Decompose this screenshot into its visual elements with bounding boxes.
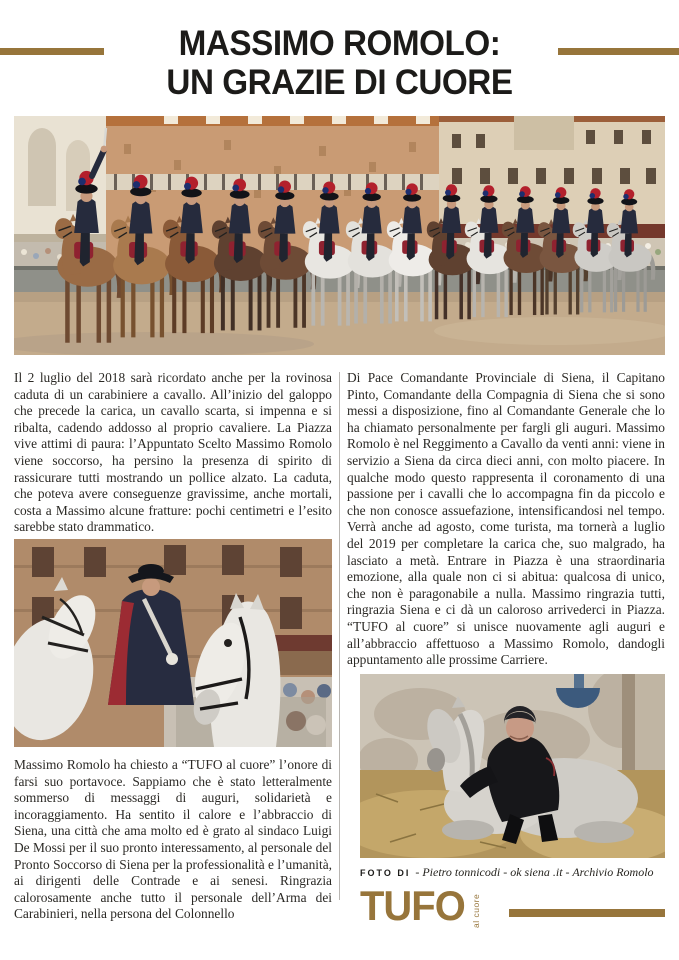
page-title-line1: MASSIMO ROMOLO: <box>178 24 501 63</box>
footer-rule <box>509 909 665 917</box>
right-column <box>347 370 665 928</box>
photo-credit <box>360 865 665 880</box>
left-paragraph-1: Il 2 luglio del 2018 sarà ricordato anche per la rovinosa caduta di un carabiniere a cavallo. All’inizio del galoppo che precede la carica, un cavallo scarta, si impenna e si ribalta, cadendo addosso al proprio cavaliere. La Piazza vive attimi di paura: l’Appuntato Scelto Massimo Romolo viene soccorso, ha persino la presenza di spirito di rassicurare tutti mostrando un pollice alzato. La caduta, che poteva avere conseguenze gravissime, anche mortali, costa a Massimo alcune fratture: pochi centimetri e l’esito sarebbe stato drammatico. <box>14 370 332 535</box>
page-title-line2: UN GRAZIE DI CUORE <box>166 63 513 102</box>
photo-credit-text: - Pietro tonnicodi - ok siena .it - Archivio Romolo <box>415 864 654 879</box>
footer-logo-row <box>360 881 665 929</box>
article-columns <box>0 370 679 928</box>
photo-credit-label: FOTO DI <box>360 867 411 878</box>
left-paragraph-2: Massimo Romolo ha chiesto a “TUFO al cuore” l’onore di farsi suo portavoce. Sappiamo che è stato letteralmente sommerso di messaggi di auguri, solidarietà e incoraggiamento. Ha sentito il calore e l’abbraccio di Siena, una città che ama molto ed è grato al sindaco Luigi De Mossi per il suo pronto interessamento, al personale del Pronto Soccorso di Siena per la professionalità e l’umanità, ai dirigenti delle Contrade e ai senesi. Ringrazia calorosamente anche tutto il personale dell’Arma dei Carabinieri, nella persona del Colonnello <box>14 756 332 922</box>
right-paragraph-1: Di Pace Comandante Provinciale di Siena, il Capitano Pinto, Comandante della Compagnia di Siena che si sono messi a disposizione, fino al Comandante Generale che lo ha chiamato personalmente per fargli gli auguri. Massimo Romolo è nel Reggimento a Cavallo da venti anni: viene in servizio a Siena da circa dieci anni, con molto piacere. In qualche modo questo rappresenta il coronamento di una passione per i cavalli che lo accompagna fin da piccolo e che non conosce assuefazione, intensificandosi nel tempo. Verrà anche ad agosto, come turista, ma tornerà a luglio del 2019 per completare la carica che, suo malgrado, ha lasciato a metà. Entrare in Piazza è una straordinaria emozione, alla quale non ci si abitua: qualcosa di unico, che non è paragonabile a nulla. Massimo ringrazia tutti, ringrazia Siena e ci dà un caloroso arrivederci in Piazza. “TUFO al cuore” si unisce nuovamente agli auguri e all’abbraccio affettuoso a Massimo Romolo, dandogli appuntamento alle prossime Carriere. <box>347 370 665 668</box>
main-photo-carabinieri-lineup <box>14 116 665 355</box>
tufo-logo-text: TUFO <box>360 881 465 929</box>
page-title <box>0 24 679 102</box>
column-divider <box>339 372 340 900</box>
masthead <box>0 0 679 102</box>
left-photo-carabiniere-white-horses <box>14 539 332 747</box>
tufo-al-cuore-logo <box>360 881 482 929</box>
tufo-logo-tagline: al cuore <box>471 893 482 928</box>
stable-photo-massimo-with-horse <box>360 674 665 858</box>
left-column <box>14 370 332 928</box>
